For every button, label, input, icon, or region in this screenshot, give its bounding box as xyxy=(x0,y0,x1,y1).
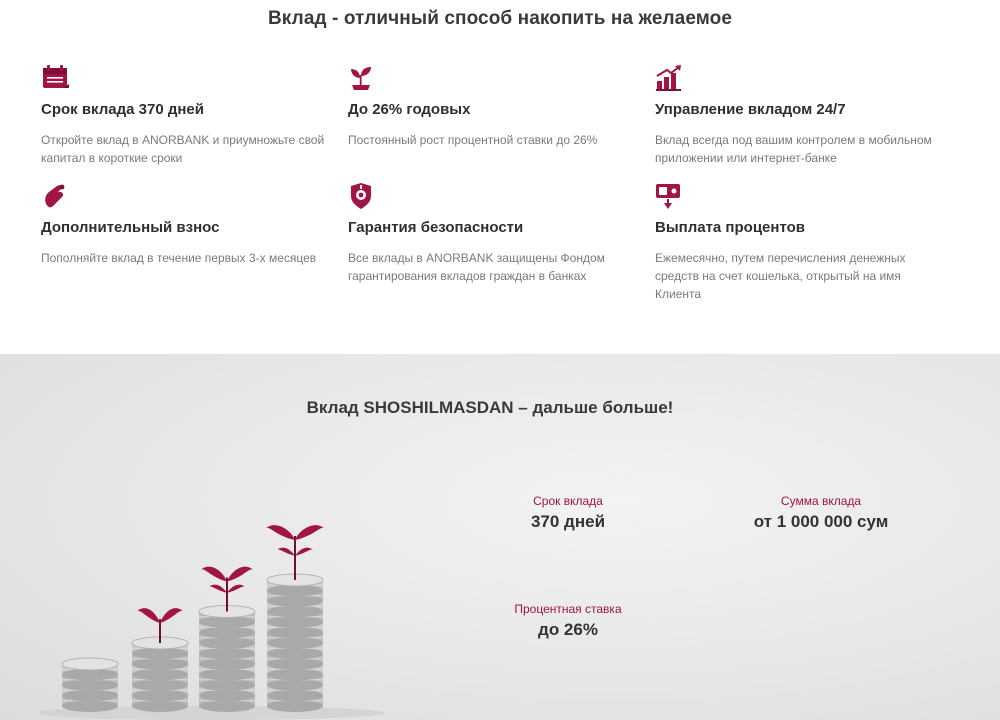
promo-title: Вклад SHOSHILMASDAN – дальше больше! xyxy=(306,398,674,417)
stat-label: Срок вклада xyxy=(533,494,603,508)
coin-edge xyxy=(62,690,118,702)
coin-edge xyxy=(132,690,188,702)
stat-label: Сумма вклада xyxy=(780,494,862,508)
shield-icon xyxy=(348,182,378,210)
feature-title: Выплата процентов xyxy=(655,219,805,236)
growth-chart-icon xyxy=(655,64,685,92)
coin-edge xyxy=(132,669,188,681)
section-title: Вклад - отличный способ накопить на желаемое xyxy=(267,8,733,29)
sprout-leaf xyxy=(227,567,253,582)
coin-edge xyxy=(132,700,188,712)
stat-term xyxy=(468,494,668,532)
coin-edge xyxy=(267,679,323,691)
feature-rate xyxy=(348,64,638,149)
coin-edge xyxy=(267,690,323,702)
sprout-leaf xyxy=(266,525,295,540)
coin-edge xyxy=(267,669,323,681)
wallet-payout-icon xyxy=(655,182,685,210)
feature-description: Ежемесячно, путем перечисления денежных средств на счет кошелька, открытый на имя Клиента xyxy=(655,251,906,301)
feature-title: До 26% годовых xyxy=(348,101,471,118)
stat-value: от 1 000 000 сум xyxy=(753,512,889,531)
feature-description: Постоянный рост процентной ставки до 26% xyxy=(348,133,598,147)
feature-term xyxy=(41,64,331,167)
feature-top-up xyxy=(41,182,331,267)
promo-section xyxy=(0,354,1000,720)
coin-edge xyxy=(199,658,255,670)
coin-edge xyxy=(62,700,118,712)
coin-edge xyxy=(267,658,323,670)
coin-edge xyxy=(267,627,323,639)
feature-title: Дополнительный взнос xyxy=(41,219,220,236)
stat-value: 370 дней xyxy=(530,512,606,531)
coin-edge xyxy=(199,679,255,691)
stat-amount xyxy=(721,494,921,532)
coin-edge xyxy=(62,679,118,691)
coin-edge xyxy=(132,679,188,691)
feature-safety xyxy=(348,182,638,285)
coin-edge xyxy=(199,627,255,639)
coin-edge xyxy=(199,669,255,681)
feature-management xyxy=(655,64,945,167)
feature-title: Гарантия безопасности xyxy=(348,219,524,236)
stat-label: Процентная ставка xyxy=(514,602,622,616)
sprout-leaf xyxy=(209,585,227,593)
coin-edge xyxy=(267,637,323,649)
feature-payout xyxy=(655,182,945,303)
coin-edge xyxy=(199,700,255,712)
coin-edge xyxy=(267,700,323,712)
sprout-leaf xyxy=(137,608,160,623)
sprout-leaf xyxy=(295,525,324,540)
advantages-section xyxy=(0,0,1000,354)
feature-description: Все вклады в ANORBANK защищены Фондом гарантирования вкладов граждан в банках xyxy=(348,251,605,283)
coin-edge xyxy=(267,648,323,660)
sprout-leaf xyxy=(295,548,313,556)
coin-stacks-illustration xyxy=(40,484,400,720)
coin-edge xyxy=(267,595,323,607)
coin-top xyxy=(62,658,118,670)
feature-description: Вклад всегда под вашим контролем в мобильном приложении или интернет-банке xyxy=(655,133,932,165)
sprout-leaf xyxy=(227,585,245,593)
coin-edge xyxy=(199,637,255,649)
feature-title: Управление вкладом 24/7 xyxy=(655,101,846,118)
feature-description: Пополняйте вклад в течение первых 3-х месяцев xyxy=(41,251,317,265)
coin-edge xyxy=(267,606,323,618)
coin-edge xyxy=(199,648,255,660)
feature-description: Откройте вклад в ANORBANK и приумножьте свой капитал в короткие сроки xyxy=(41,133,325,165)
sprout-leaf xyxy=(160,608,183,623)
stat-rate xyxy=(468,602,668,640)
hand-deposit-icon xyxy=(41,182,71,210)
stat-value: до 26% xyxy=(538,620,598,639)
sprout-leaf xyxy=(277,548,295,556)
calendar-icon xyxy=(41,64,71,92)
coin-edge xyxy=(267,616,323,628)
coin-edge xyxy=(199,690,255,702)
coin-edge xyxy=(132,658,188,670)
sprout-leaf xyxy=(201,567,227,582)
feature-title: Срок вклада 370 дней xyxy=(41,101,204,118)
sprout-icon xyxy=(348,64,378,92)
